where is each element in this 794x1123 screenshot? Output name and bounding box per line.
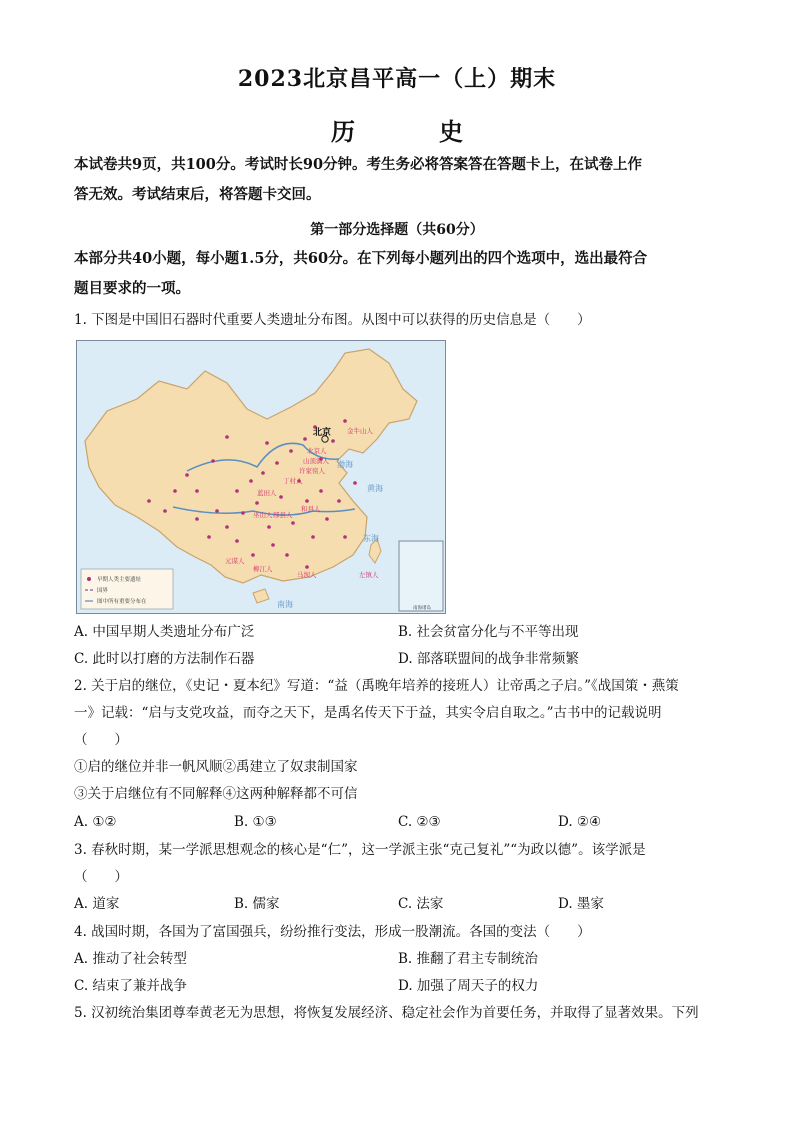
legend-label: 国界 [97,588,109,594]
map-svg [77,341,445,613]
site-label: 左镇人 [359,571,379,579]
q3-option-d[interactable]: D. 墨家 [558,896,604,912]
sea-label: 黄海 [367,484,383,493]
site-dot [353,481,357,485]
site-label: 北京人 [307,447,327,455]
part1-desc-2: 题目要求的一项。 [74,280,190,297]
site-dot [271,543,275,547]
legend-label: 图中所有重要分布在 [97,599,147,605]
site-dot [195,517,199,521]
site-dot [319,489,323,493]
q3-option-c[interactable]: C. 法家 [398,896,444,912]
site-dot [185,473,189,477]
q1-option-d[interactable]: D. 部落联盟间的战争非常频繁 [398,651,579,667]
site-dot [195,489,199,493]
q2-stem-2: 一》记载：“启与支党攻益，而夺之天下，是禹名传天下于益，其实令启自取之。”古书中的记载说明 [74,705,662,721]
site-dot [289,449,293,453]
q3-stem-1: 3. 春秋时期，某一学派思想观念的核心是“仁”，这一学派主张“克己复礼”“为政以德”。该学派是 [74,842,646,858]
intro-line-2: 答无效。考试结束后，将答题卡交回。 [74,186,321,203]
beijing-label: 北京 [313,428,332,438]
site-label: 巫山人 [253,511,273,519]
q2-option-d[interactable]: D. ②④ [558,814,602,830]
q4-option-b[interactable]: B. 推翻了君主专制统治 [398,951,539,967]
south-china-sea-inset [399,541,443,611]
subject-title: 历 史 [331,117,493,146]
site-dot [303,437,307,441]
site-label: 柳江人 [253,565,273,573]
site-dot [279,495,283,499]
legend-site-dot [87,577,91,581]
site-dot [251,553,255,557]
site-dot [305,565,309,569]
site-label: 金牛山人 [347,427,373,435]
site-label: 蓝田人 [257,489,277,497]
intro-line-1: 本试卷共9页，共100分。考试时长90分钟。考生务必将答案答在答题卡上，在试卷上作 [74,156,643,173]
q2-stem-3: （ ） [74,732,128,748]
q5-stem: 5. 汉初统治集团尊奉黄老无为思想，将恢复发展经济、稳定社会作为首要任务，并取得了显著效果。下列 [74,1005,699,1021]
site-label: 和县人 [301,505,321,513]
site-dot [147,499,151,503]
q3-option-a[interactable]: A. 道家 [74,896,120,912]
q3-option-b[interactable]: B. 儒家 [234,896,280,912]
site-dot [255,501,259,505]
site-dot [241,511,245,515]
site-label: 郧县人 [273,511,293,519]
q2-stem-5: ③关于启继位有不同解释④这两种解释都不可信 [74,786,358,802]
site-dot [265,441,269,445]
sea-label: 渤海 [337,460,353,469]
site-dot [225,435,229,439]
site-dot [163,509,167,513]
sea-label: 东海 [363,534,379,543]
site-dot [311,535,315,539]
site-dot [173,489,177,493]
site-label: 元谋人 [225,557,245,565]
china-paleolithic-sites-map [76,340,446,614]
site-dot [249,479,253,483]
q1-stem: 1. 下图是中国旧石器时代重要人类遗址分布图。从图中可以获得的历史信息是（ ） [74,312,591,328]
site-dot [225,525,229,529]
q2-option-b[interactable]: B. ①③ [234,814,277,830]
q4-stem: 4. 战国时期，各国为了富国强兵，纷纷推行变法，形成一股潮流。各国的变法（ ） [74,924,591,940]
site-dot [275,461,279,465]
sea-label: 南海 [277,600,293,609]
site-label: 丁村人 [283,477,303,485]
q1-option-b[interactable]: B. 社会贫富分化与不平等出现 [398,624,579,640]
q2-stem-4: ①启的继位并非一帆风顺②禹建立了奴隶制国家 [74,759,358,775]
q2-stem-1: 2. 关于启的继位，《史记・夏本纪》写道：“益（禹晚年培养的接班人）让帝禹之子启。”《战国策・燕策 [74,678,679,694]
site-dot [211,459,215,463]
q2-option-a[interactable]: A. ①② [74,814,117,830]
q4-option-a[interactable]: A. 推动了社会转型 [74,951,187,967]
site-dot [267,525,271,529]
site-label: 马坝人 [297,571,317,579]
site-dot [207,535,211,539]
q1-option-a[interactable]: A. 中国早期人类遗址分布广泛 [74,624,255,640]
site-dot [337,499,341,503]
site-dot [285,553,289,557]
q1-option-c[interactable]: C. 此时以打磨的方法制作石器 [74,651,255,667]
site-dot [235,489,239,493]
legend-label: 早期人类主要遗址 [97,577,142,583]
inset-note: 南海诸岛 [413,606,431,611]
site-dot [305,499,309,503]
site-dot [235,539,239,543]
site-dot [291,521,295,525]
site-dot [325,517,329,521]
part1-heading: 第一部分选择题（共60分） [310,222,484,238]
site-dot [343,535,347,539]
exam-title: 2023北京昌平高一（上）期末 [237,66,557,92]
part1-desc-1: 本部分共40小题，每小题1.5分，共60分。在下列每小题列出的四个选项中，选出最符合 [74,250,648,267]
site-dot [215,509,219,513]
q4-option-d[interactable]: D. 加强了周天子的权力 [398,978,539,994]
q4-option-c[interactable]: C. 结束了兼并战争 [74,978,187,994]
site-dot [343,419,347,423]
q2-option-c[interactable]: C. ②③ [398,814,441,830]
site-label: 山顶洞人 [303,457,329,465]
site-dot [331,439,335,443]
q3-stem-2: （ ） [74,869,128,885]
site-dot [261,471,265,475]
site-label: 许家窑人 [299,467,325,475]
